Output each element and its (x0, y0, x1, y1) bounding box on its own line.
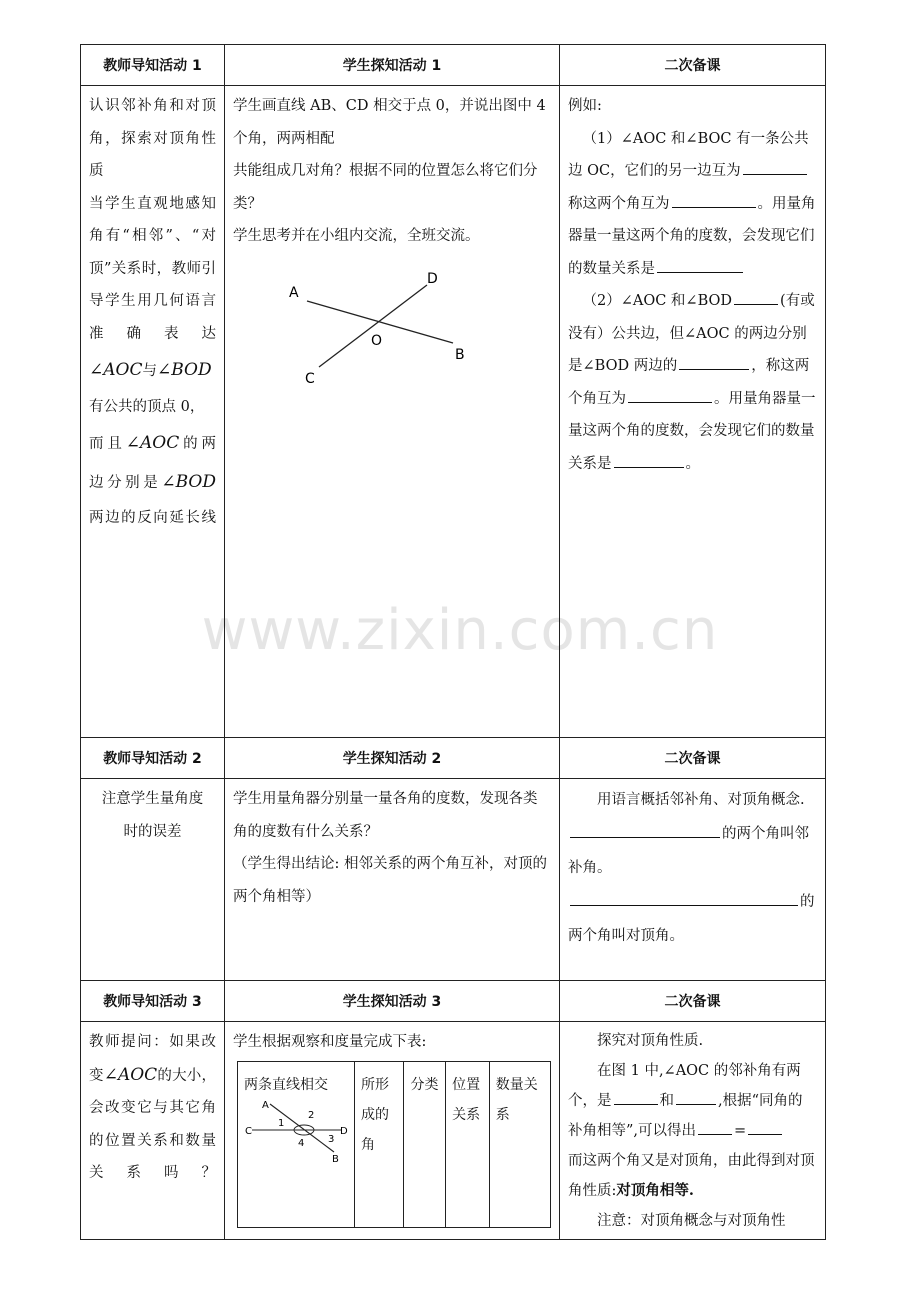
header-second-prep-2: 二次备课 (560, 738, 826, 779)
intersecting-lines-figure-1 (277, 267, 517, 387)
q2-d: 。用量角器量一量这两个角的度数，会发现它们的数量关系是 (568, 390, 816, 472)
notes-2-c (568, 885, 817, 919)
label-c: C (305, 370, 315, 387)
header-second-prep-3: 二次备课 (560, 981, 826, 1022)
blank-6 (628, 384, 712, 403)
blank-1 (743, 156, 807, 175)
teacher-2-l1: 注意学生量角度 (101, 791, 204, 807)
line3-post: 的两 (179, 435, 216, 452)
fig2-label-3: 3 (328, 1133, 335, 1145)
fig2-label-d: D (340, 1125, 348, 1137)
teacher-3-post: 的大小，会改变它与其它角的位置关系和数量关系吗？ (89, 1067, 217, 1181)
teacher-1-line-4 (89, 463, 216, 502)
student-2-p1: 学生用量角器分别量一量各角的度数，发现各类角的度数有什么关系？ (233, 791, 538, 840)
notes-1-q2 (568, 285, 817, 480)
blank-11 (676, 1086, 716, 1105)
notes-2-b-text: 的两个角叫邻补角。 (568, 826, 809, 876)
notes-3-f-bold: 对顶角相等. (616, 1182, 694, 1199)
section-3-header (81, 981, 826, 1022)
angle-figure-2 (244, 1100, 348, 1164)
line-cd (319, 285, 427, 367)
and-text: 与 (142, 363, 157, 379)
notes-2-a: 用语言概括邻补角、对顶角概念. (597, 792, 805, 808)
student-1-p1: 学生画直线 AB、CD 相交于点 0，并说出图中 4 个角，两两相配 (233, 98, 546, 147)
section-1-body (81, 86, 826, 738)
teacher-cell-3 (81, 1022, 225, 1240)
teacher-1-line-3 (89, 424, 216, 463)
angle-aoc: ∠AOC (89, 360, 143, 380)
blank-12 (698, 1116, 732, 1135)
section-1-header (81, 45, 826, 86)
notes-2-d: 两个角叫对顶角。 (568, 928, 684, 944)
section-3-body (81, 1022, 826, 1240)
teacher-1-line-a: 认识邻补角和对顶角，探索对顶角性质 (89, 98, 216, 179)
angle-aoc-2: ∠AOC (125, 432, 180, 453)
blank-3 (657, 254, 743, 273)
line4-pre: 边分别是 (89, 474, 162, 491)
notes-3-b-text: 在图 1 中,∠AOC 的邻补角有两个，是 (568, 1063, 801, 1109)
q2-a: （2）∠AOC 和∠BOD (582, 293, 733, 309)
angle-aoc-3: ∠AOC (103, 1064, 158, 1085)
section-2-body (81, 779, 826, 981)
notes-3-c-text: 和 (659, 1093, 674, 1109)
obs-header-quantity: 数量关系 (489, 1061, 550, 1227)
fig2-label-4: 4 (298, 1137, 305, 1149)
teacher-cell-2 (81, 779, 225, 981)
notes-3-d-text: ,根据“同角的补角相等”,可以得出 (568, 1093, 803, 1139)
blank-10 (614, 1086, 658, 1105)
notes-1-q1 (568, 123, 817, 286)
fig2-label-1: 1 (278, 1117, 285, 1129)
fig2-label-a: A (262, 1099, 269, 1111)
notes-3-g: 注意：对顶角概念与对顶角性 (597, 1213, 786, 1229)
observation-table (237, 1061, 551, 1228)
student-cell-2 (225, 779, 560, 981)
section-2-header (81, 738, 826, 779)
fig2-label-c: C (245, 1125, 252, 1137)
q2-b: (有或没有）公共边，但∠AOC 的两边分别是∠BOD 两边的 (568, 293, 815, 374)
notes-2-c-text: 的 (800, 894, 815, 910)
blank-13 (748, 1116, 782, 1135)
notes-3-a: 探究对顶角性质. (597, 1033, 704, 1049)
notes-cell-2 (560, 779, 826, 981)
notes-cell-1 (560, 86, 826, 738)
q2-e: 。 (685, 455, 700, 472)
notes-1-intro: 例如: (568, 98, 602, 114)
header-student-activity-2: 学生探知活动 2 (225, 738, 560, 779)
header-second-prep-1: 二次备课 (560, 45, 826, 86)
blank-5 (679, 351, 749, 370)
student-1-p2: 共能组成几对角？根据不同的位置怎么将它们分类？ (233, 163, 538, 212)
blank-8 (570, 819, 720, 838)
q1-b: 称这两个角互为 (568, 195, 670, 212)
blank-9 (570, 887, 798, 906)
teacher-3-text (89, 1026, 216, 1190)
obs-header-lines: 两条直线相交 (244, 1076, 328, 1093)
teacher-1-line-2: 有公共的顶点 0， (89, 399, 205, 415)
label-a: A (289, 284, 299, 301)
lesson-plan-table (80, 44, 826, 1240)
teacher-1-math-line (89, 350, 216, 391)
obs-col-lines (238, 1061, 355, 1227)
header-teacher-activity-3: 教师导知活动 3 (81, 981, 225, 1022)
notes-3-f-text: 而这两个角又是对顶角，由此得到对顶角性质: (568, 1153, 815, 1199)
label-o: O (371, 332, 383, 349)
student-1-p3: 学生思考并在小组内交流，全班交流。 (233, 228, 480, 244)
teacher-3-pre: 教师提问：如果改变 (89, 1034, 216, 1084)
q2-c: ，称这两个角互为 (568, 358, 810, 407)
fig2-label-2: 2 (308, 1109, 315, 1121)
teacher-1-line-5: 两边的反向延长线 (89, 509, 216, 526)
label-d: D (427, 270, 438, 287)
angle-bod-2: ∠BOD (161, 471, 216, 492)
header-teacher-activity-2: 教师导知活动 2 (81, 738, 225, 779)
watermark: www.zixin.com.cn (201, 598, 719, 663)
student-2-p2: （学生得出结论: 相邻关系的两个角互补，对顶的两个角相等） (233, 856, 547, 905)
notes-cell-3 (560, 1022, 826, 1240)
line3-pre: 而且 (89, 435, 126, 452)
student-3-intro: 学生根据观察和度量完成下表: (233, 1034, 427, 1050)
blank-2 (672, 189, 756, 208)
teacher-cell-1 (81, 86, 225, 738)
header-student-activity-1: 学生探知活动 1 (225, 45, 560, 86)
blank-7 (614, 449, 684, 468)
notes-3-f (568, 1146, 817, 1206)
obs-header-class: 分类 (404, 1061, 446, 1227)
blank-4 (734, 286, 778, 305)
student-cell-3 (225, 1022, 560, 1240)
q1-c: 。用量角器量一量这两个角的度数，会发现它们的数量关系是 (568, 195, 816, 277)
notes-3-e-text: = (734, 1123, 747, 1139)
obs-header-position: 位置关系 (446, 1061, 490, 1227)
header-student-activity-3: 学生探知活动 3 (225, 981, 560, 1022)
obs-header-angles: 所形成的角 (355, 1061, 404, 1227)
teacher-2-l2: 时的误差 (123, 823, 182, 840)
label-b: B (455, 346, 465, 363)
q1-a: （1）∠AOC 和∠BOC 有一条公共边 OC，它们的另一边互为 (568, 130, 809, 179)
header-teacher-activity-1: 教师导知活动 1 (81, 45, 225, 86)
notes-2-b (568, 817, 817, 885)
notes-3-b (568, 1056, 817, 1146)
teacher-1-line-b: 当学生直观地感知角有“相邻”、“对顶”关系时，教师引导学生用几何语言准确表达 (89, 195, 216, 342)
angle-bod: ∠BOD (156, 360, 212, 380)
fig2-label-b: B (332, 1153, 339, 1164)
student-cell-1 (225, 86, 560, 738)
